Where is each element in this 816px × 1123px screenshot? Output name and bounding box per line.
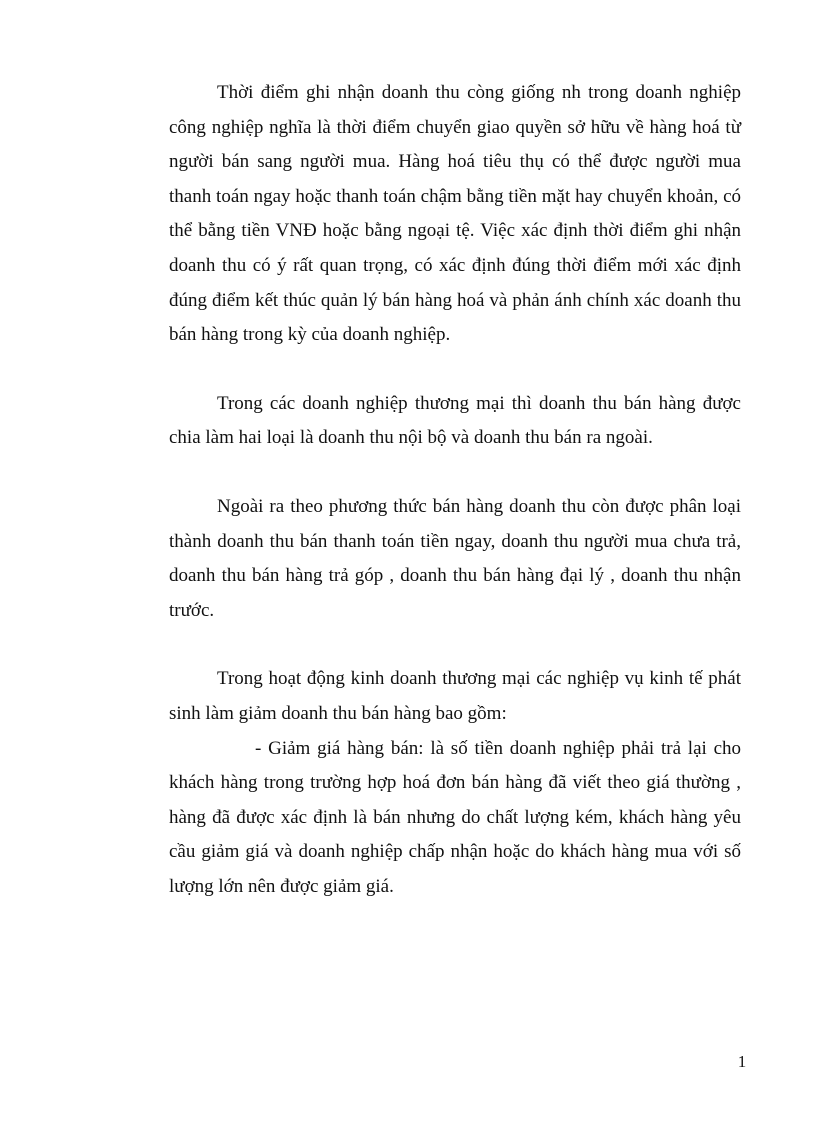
paragraph-revenue-recognition-time: Thời điểm ghi nhận doanh thu còng giống nh trong doanh nghiệp công nghiệp nghĩa là thời điểm chuyển giao quyền sở hữu về hàng hoá từ người bán sang người mua. Hàng hoá tiêu thụ có thể được người mua thanh toán ngay hoặc thanh toán chậm bằng tiền mặt hay chuyển khoản, có thể bằng tiền VNĐ hoặc bằng ngoại tệ. Việc xác định thời điểm ghi nhận doanh thu có ý rất quan trọng, có xác định đúng thời điểm mới xác định đúng điểm kết thúc quản lý bán hàng hoá và phản ánh chính xác doanh thu bán hàng trong kỳ của doanh nghiệp.	[169, 82, 741, 346]
document-body	[169, 76, 741, 904]
paragraph-revenue-types: Trong các doanh nghiệp thương mại thì doanh thu bán hàng được chia làm hai loại là doanh thu nội bộ và doanh thu bán ra ngoài.	[169, 392, 741, 449]
page-number: 1	[737, 1052, 747, 1071]
bullet-sales-discount: - Giảm giá hàng bán: là số tiền doanh nghiệp phải trả lại cho khách hàng trong trường hợp hoá đơn bán hàng đã viết theo giá thường , hàng đã được xác định là bán nhưng do chất lượng kém, khách hàng yêu cầu giảm giá và doanh nghiệp chấp nhận hoặc do khách hàng mua với số lượng lớn nên được giảm giá.	[169, 737, 741, 897]
paragraph-sales-method-classification: Ngoài ra theo phương thức bán hàng doanh thu còn được phân loại thành doanh thu bán thanh toán tiền ngay, doanh thu người mua chưa trả, doanh thu bán hàng trả góp , doanh thu bán hàng đại lý , doanh thu nhận trước.	[169, 495, 741, 621]
paragraph-revenue-reductions: Trong hoạt động kinh doanh thương mại các nghiệp vụ kinh tế phát sinh làm giảm doanh thu bán hàng bao gồm:	[169, 668, 741, 724]
